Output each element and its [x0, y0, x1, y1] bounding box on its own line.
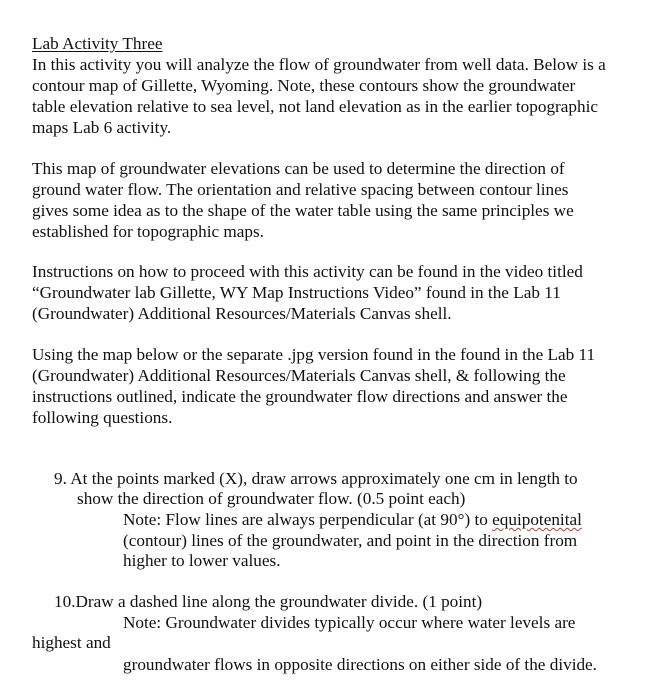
paragraph-2-line-2: ground water flow. The orientation and relative spacing between contour lines [32, 180, 569, 199]
question-10-note-line-1: Note: Groundwater divides typically occur where water levels are [123, 613, 576, 632]
paragraph-1-line-4: maps Lab 6 activity. [32, 118, 172, 137]
paragraph-2-line-4: established for topographic maps. [32, 222, 264, 241]
question-9-note-line-3: higher to lower values. [123, 551, 281, 570]
question-10-line-1: 10.Draw a dashed line along the groundwater divide. (1 point) [54, 592, 483, 611]
paragraph-1-line-3: table elevation relative to sea level, not land elevation as in the earlier topographic [32, 97, 599, 116]
paragraph-3-line-3: (Groundwater) Additional Resources/Materials Canvas shell. [32, 304, 452, 323]
question-10-line-3: highest and [32, 633, 111, 652]
question-9-line-2: show the direction of groundwater flow. (0.5 point each) [77, 489, 466, 508]
paragraph-4-line-4: following questions. [32, 408, 173, 427]
paragraph-3-line-1: Instructions on how to proceed with this activity can be found in the video titled [32, 262, 583, 281]
spelling-flagged-word[interactable]: equipotenital [492, 510, 582, 529]
paragraph-4-line-1: Using the map below or the separate .jpg version found in the found in the Lab 11 [32, 345, 596, 364]
question-9-note-line-2: (contour) lines of the groundwater, and point in the direction from [123, 531, 578, 550]
paragraph-4-line-2: (Groundwater) Additional Resources/Materials Canvas shell, & following the [32, 366, 566, 385]
question-9-line-1: 9. At the points marked (X), draw arrows approximately one cm in length to [54, 469, 578, 488]
document-title: Lab Activity Three [32, 34, 163, 53]
paragraph-2-line-3: gives some idea as to the shape of the water table using the same principles we [32, 201, 574, 220]
paragraph-3-line-2: “Groundwater lab Gillette, WY Map Instructions Video” found in the Lab 11 [32, 283, 561, 302]
paragraph-2-line-1: This map of groundwater elevations can be used to determine the direction of [32, 159, 565, 178]
question-9-note-text: Note: Flow lines are always perpendicular (at 90°) to [123, 510, 493, 529]
paragraph-4-line-3: instructions outlined, indicate the groundwater flow directions and answer the [32, 387, 568, 406]
paragraph-1-line-2: contour map of Gillette, Wyoming. Note, these contours show the groundwater [32, 76, 576, 95]
paragraph-1-line-1: In this activity you will analyze the flow of groundwater from well data. Below is a [32, 55, 606, 74]
question-10-line-4: groundwater flows in opposite directions on either side of the divide. [123, 655, 597, 674]
question-9-note-line-1 [123, 510, 582, 530]
